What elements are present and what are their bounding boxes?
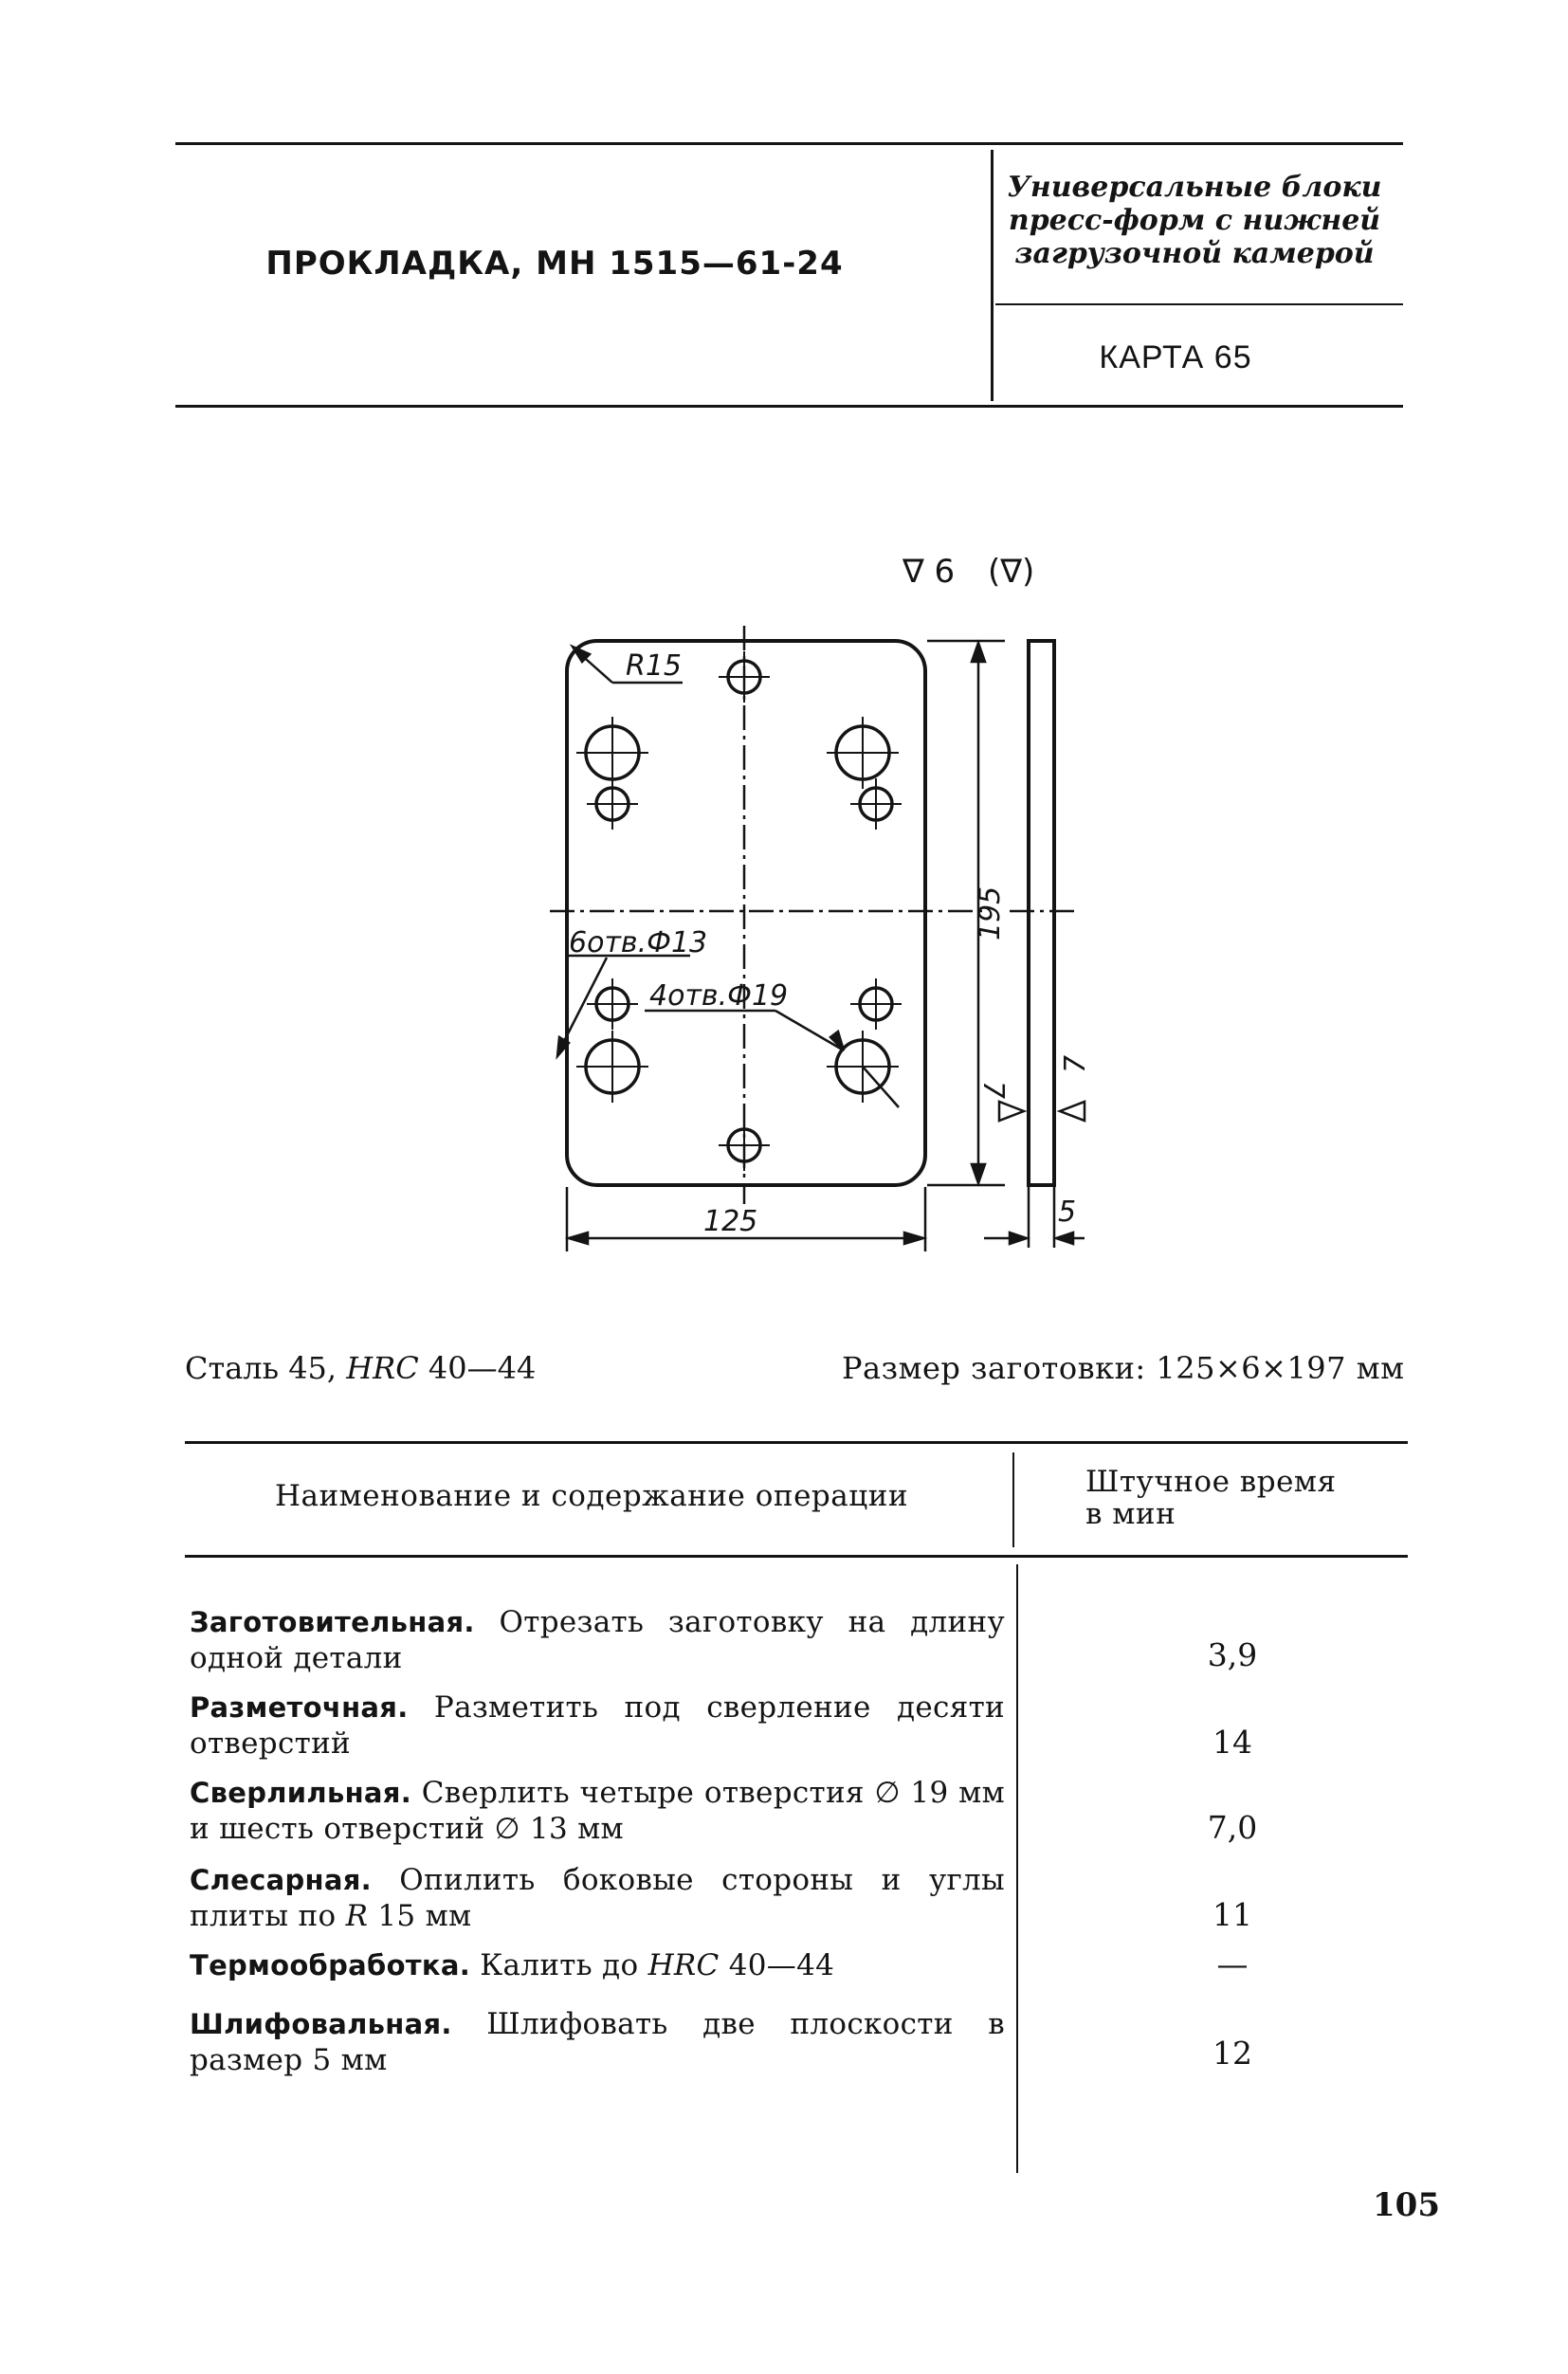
- table-body-divider: [1016, 1564, 1018, 2173]
- hrc-label: HRC: [346, 1350, 419, 1386]
- category-line-1: Универсальные блоки: [1007, 171, 1382, 204]
- category-line-3: загрузочной камерой: [1014, 237, 1375, 270]
- hrc-value: 40—44: [418, 1350, 537, 1386]
- page-number: 105: [1373, 2186, 1440, 2224]
- blank-size: Размер заготовки: 125×6×197 мм: [842, 1350, 1405, 1386]
- left-roughness: 7: [976, 1081, 1010, 1100]
- row-time: —: [1216, 1945, 1249, 1982]
- small-holes-label: 6отв.Ф13: [569, 926, 708, 959]
- large-holes-label: 4отв.Ф19: [649, 979, 789, 1013]
- table-top-rule: [185, 1441, 1408, 1444]
- header-right-divider: [995, 303, 1403, 305]
- row-time: 11: [1212, 1896, 1252, 1933]
- radius-label: R15: [626, 649, 683, 683]
- category-line-2: пресс-форм с нижней: [1008, 204, 1381, 237]
- left-roughness-mark: [999, 1102, 1024, 1121]
- category-title: [995, 171, 1394, 270]
- row-time: 12: [1212, 2035, 1252, 2072]
- table-header-divider: [1012, 1452, 1014, 1547]
- card-number: КАРТА 65: [1099, 339, 1252, 375]
- header-bottom-rule: [175, 405, 1403, 408]
- header-top-rule: [175, 142, 1403, 145]
- height-dim: 195: [974, 886, 1007, 940]
- table-row: Термообработка. Калить до HRC 40—44: [190, 1948, 835, 1982]
- right-roughness-mark: [1060, 1102, 1085, 1121]
- table-row: Сверлильная. Сверлить четыре отверстия ∅ 19 мм и шесть отверстий ∅ 13 мм: [190, 1776, 1005, 1846]
- table-row: Заготовительная. Отрезать заготовку на длину одной детали: [190, 1605, 1005, 1675]
- roughness-main: ∇ 6: [903, 553, 956, 591]
- header-divider: [991, 150, 994, 401]
- material-spec: [185, 1350, 536, 1386]
- row-time: 3,9: [1207, 1636, 1258, 1673]
- technical-drawing: [531, 550, 1119, 1251]
- column-header-operation: Наименование и содержание операции: [275, 1479, 909, 1513]
- column-header-time: Штучное время в мин: [1085, 1465, 1337, 1531]
- width-dim: 125: [703, 1205, 758, 1238]
- roughness-other: (∇): [988, 553, 1035, 591]
- steel-grade: Сталь 45,: [185, 1350, 347, 1386]
- table-header-rule: [185, 1555, 1408, 1558]
- row-time: 14: [1212, 1724, 1252, 1761]
- row-time: 7,0: [1207, 1809, 1258, 1846]
- right-roughness: 7: [1059, 1054, 1092, 1073]
- thickness-dim: 5: [1058, 1196, 1077, 1229]
- table-row: Слесарная. Опилить боковые стороны и углы плиты по R 15 мм: [190, 1863, 1005, 1933]
- table-row: Разметочная. Разметить под сверление десяти отверстий: [190, 1690, 1005, 1761]
- plate-outline: [567, 641, 925, 1185]
- side-view-outline: [1029, 641, 1054, 1185]
- large-hole-leader: [775, 1011, 844, 1050]
- table-row: Шлифовальная. Шлифовать две плоскости в размер 5 мм: [190, 2007, 1005, 2077]
- document-title: ПРОКЛАДКА, МН 1515—61-24: [265, 245, 844, 283]
